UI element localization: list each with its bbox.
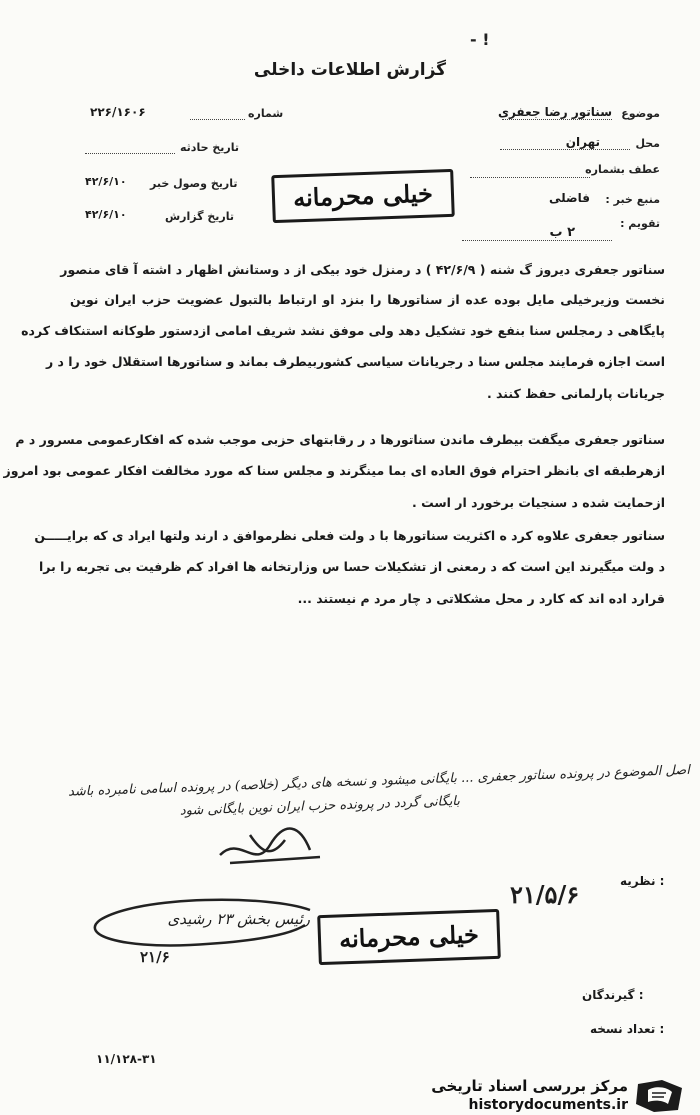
body-line: پایگاهی د رمجلس سنا بنفع خود تشکیل دهد ولی موفق نشد شریف امامی ازدستور طوکانه استنکاف کرده [21,323,665,338]
body-line: ازهرطبقه ای بانظر احترام فوق العاده ای بما مینگرند و مجلس سنا که مورد مخالفت افکار عمومی بود امروز [3,463,665,478]
watermark-url: historydocuments.ir [468,1097,628,1113]
body-line: د ولت میگیرند این است که د رمعنی از تشکیلات حسا س وزارتخانه ها افراد کم ظرفیت بی تجربه را برا [39,559,665,574]
signature-scribble [210,815,330,875]
receipt-date-value: ۴۲/۶/۱۰ [85,175,127,188]
confidential-stamp-footer: خیلی محرمانه [317,909,501,965]
body-line: است اجازه فرمایند مجلس سنا د رجریانات سیاسی کشوربیطرف بماند و سناتورها استقلال خود را د ر [45,354,665,369]
signature-date: ۲۱/۶ [140,948,170,966]
number-value: ۲۲۶/۱۶۰۶ [90,105,146,119]
handwritten-note: اصل الموضوع در پرونده سناتور جعفری ... بایگانی میشود و نسخه های دیگر (خلاصه) در پرونده اسامی نامبرده باشد [67,762,691,800]
event-date-label: تاریخ حادثه [180,141,239,154]
receipt-date-label: تاریخ وصول خبر [150,177,238,190]
evaluation-value: ۲ ب [549,225,575,240]
body-line: قرارد اده اند که کارد ر محل مشکلاتی د چار مرد م نیستند ... [297,591,665,606]
place-value: تهران [565,135,600,149]
recipients-label: گیرندگان : [582,988,644,1002]
report-date-value: ۴۲/۶/۱۰ [85,208,127,221]
followup-label: عطف بشماره [585,163,660,176]
left-header [80,95,284,235]
archive-logo-icon [634,1078,686,1114]
opinion-label: نظریه : [620,874,665,888]
signature-note: رئیس بخش ۲۳ رشیدی [167,910,310,928]
watermark-title: مرکز بررسی اسناد تاریخی [431,1077,628,1095]
document-code: ۱۱/۱۲۸-۳۱ [96,1052,157,1066]
number-label: شماره [248,107,284,120]
copies-label: تعداد نسخه : [590,1022,665,1036]
subject-value: سناتور رضا جعفری [497,105,612,119]
body-line: سناتور جعفری دیروز گ شنه ( ۴۲/۶/۹ ) د رمنزل خود بیکی از د وستانش اظهار د اشته آ قای منصور [60,262,665,277]
body-line: سناتور جعفری میگفت بیطرف ماندن سناتورها د ر رقابتهای حزبی موجب شده که افکارعمومی مسرور د م [15,432,665,447]
handwritten-note: بایگانی گردد در پرونده حزب ایران نوین بایگانی شود [179,793,461,819]
right-header [460,95,660,245]
top-mark: - ! [470,30,490,49]
confidential-stamp: خیلی محرمانه [271,169,455,223]
body-line: سناتور جعفری علاوه کرد ه اکثریت سناتورها با د ولت فعلی نظرموافق د ارند ولتها ایراد ی که برایـــــن [34,528,665,543]
source-value: فاضلی [549,191,590,205]
subject-label: موضوع [621,107,660,120]
report-date-label: تاریخ گزارش [165,210,235,223]
place-label: محل [635,137,660,150]
body-line: نخست وزیرخیلی مایل بوده عده از سناتورها را بنزد او ارتباط بالتبول عضویت حزب ایران نوین [70,292,665,307]
body-line: ازحمایت شده د سنجیات برخورد ار است . [412,495,665,510]
evaluation-label: تقویم : [620,217,660,230]
watermark [418,1078,700,1115]
page-title: گزارش اطلاعات داخلی [253,60,447,80]
source-label: منبع خبر : [605,193,660,206]
handwritten-number: ۲۱/۵/۶ [510,880,580,909]
body-line: جریانات پارلمانی حفظ کنند . [486,386,665,401]
